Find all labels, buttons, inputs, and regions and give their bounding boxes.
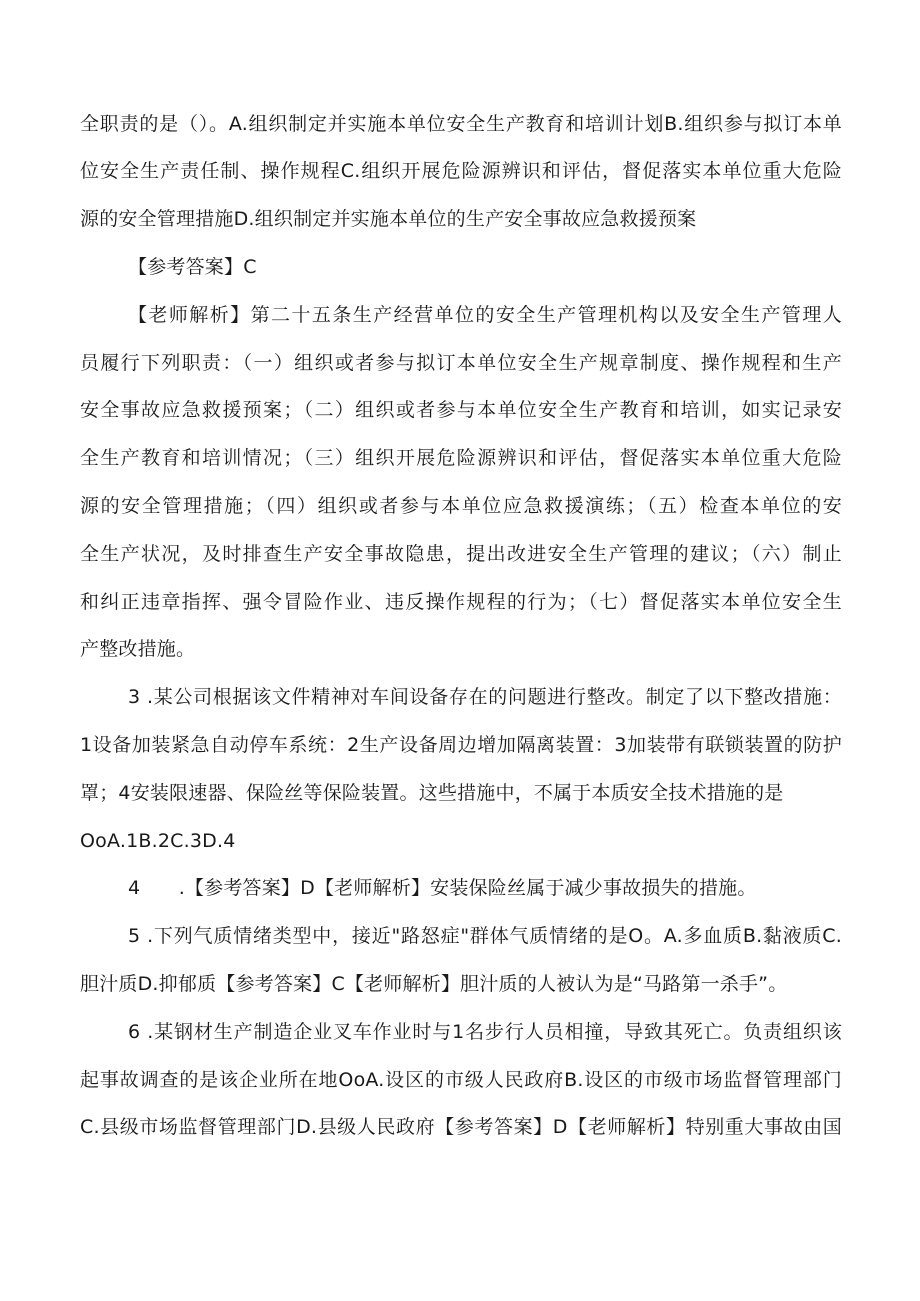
text-line: 1设备加装紧急自动停车系统：2生产设备周边增加隔离装置：3加装带有联锁装置的防护 [80, 734, 842, 756]
question-6: 6 .某钢材生产制造企业叉车作业时与1名步行人员相撞，导致其死亡。负责组织该 [128, 1021, 842, 1043]
text-line: 全职责的是（）。A.组织制定并实施本单位安全生产教育和培训计划B.组织参与拟订本单 [80, 113, 842, 135]
text-line: 安全事故应急救援预案；（二）组织或者参与本单位安全生产教育和培训，如实记录安 [80, 399, 842, 421]
text-line: 全生产状况，及时排查生产安全事故隐患，提出改进安全生产管理的建议；（六）制止 [80, 543, 842, 565]
text-line: 起事故调查的是该企业所在地OoA.设区的市级人民政府B.设区的市级市场监督管理部门 [80, 1069, 842, 1091]
reference-answer: 【参考答案】C [128, 256, 257, 278]
question-3: 3 .某公司根据该文件精神对车间设备存在的问题进行整改。制定了以下整改措施： [128, 686, 842, 708]
text-line: 罩；4安装限速器、保险丝等保险装置。这些措施中，不属于本质安全技术措施的是 [80, 782, 784, 804]
text-line: 源的安全管理措施D.组织制定并实施本单位的生产安全事故应急救援预案 [80, 208, 697, 230]
text-line: 产整改措施。 [80, 638, 196, 660]
text-line: 全生产教育和培训情况；（三）组织开展危险源辨识和评估，督促落实本单位重大危险 [80, 447, 842, 469]
text-line: 胆汁质D.抑郁质【参考答案】C【老师解析】胆汁质的人被认为是“马路第一杀手”。 [80, 973, 788, 995]
text-line: OoA.1B.2C.3D.4 [80, 830, 236, 852]
text-line: 【老师解析】第二十五条生产经营单位的安全生产管理机构以及安全生产管理人 [128, 304, 842, 326]
text-line: 位安全生产责任制、操作规程C.组织开展危险源辨识和评估，督促落实本单位重大危险 [80, 160, 842, 182]
answer-4: 4 .【参考答案】D【老师解析】安装保险丝属于减少事故损失的措施。 [128, 877, 757, 899]
question-5: 5 .下列气质情绪类型中，接近"路怒症"群体气质情绪的是O。A.多血质B.黏液质C. [128, 925, 842, 947]
text-line: 和纠正违章指挥、强令冒险作业、违反操作规程的行为；（七）督促落实本单位安全生 [80, 591, 842, 613]
text-line: 员履行下列职责：（一）组织或者参与拟订本单位安全生产规章制度、操作规程和生产 [80, 352, 842, 374]
text-line: 源的安全管理措施；（四）组织或者参与本单位应急救援演练；（五）检查本单位的安 [80, 495, 842, 517]
text-line: C.县级市场监督管理部门D.县级人民政府【参考答案】D【老师解析】特别重大事故由国 [80, 1116, 842, 1138]
